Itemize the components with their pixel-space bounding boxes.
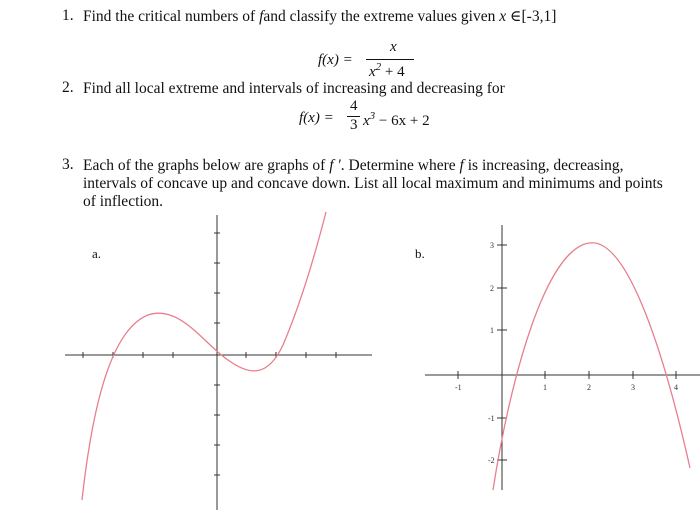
problem-1-x: x: [499, 8, 507, 25]
graph-b-ytick-neg1: -1: [488, 414, 495, 423]
problem-3-line1-lead: Each of the graphs below are graphs of: [83, 157, 326, 174]
graph-a-label: a.: [92, 246, 102, 261]
problem-2-term-exp: 3: [369, 110, 376, 122]
problem-3-fprime: f ′: [329, 157, 341, 174]
problem-3-line1-end: is increasing, decreasing,: [467, 157, 624, 174]
graph-b-x-axis: [425, 371, 700, 379]
graph-b-curve: [493, 243, 690, 490]
problem-1-den-exp: 2: [375, 61, 382, 73]
graph-b-xtick-4: 4: [674, 383, 678, 392]
graph-b-y-axis: [497, 225, 507, 490]
problem-2-text: Find all local extreme and intervals of increasing and decreasing for: [83, 80, 505, 97]
problem-1-f: f: [259, 8, 264, 25]
graph-b-xtick-neg1: -1: [455, 383, 462, 392]
problem-1-formula-numerator: x: [390, 39, 397, 55]
problem-2-number: 2.: [62, 79, 74, 96]
problem-3-line1-mid: . Determine where: [340, 157, 456, 174]
graph-b-ytick-neg2: -2: [488, 456, 495, 465]
problem-1-domain: ∈[-3,1]: [510, 8, 557, 25]
graph-b-ytick-3: 3: [490, 241, 494, 250]
problem-2-formula-lhs: f(x) =: [299, 110, 334, 126]
graph-b-xtick-1: 1: [543, 383, 547, 392]
graph-b-ytick-1: 1: [490, 326, 494, 335]
graph-b-label: b.: [415, 246, 425, 261]
graph-b-ytick-2: 2: [490, 284, 494, 293]
problem-3-line3: of inflection.: [83, 193, 164, 210]
problem-1-lead: Find the critical numbers of: [83, 8, 256, 25]
problem-1-den-rest: + 4: [384, 64, 405, 80]
problem-3-f: f: [459, 157, 464, 174]
problem-3-number: 3.: [62, 156, 74, 173]
problem-2-frac-den: 3: [350, 117, 358, 133]
problem-1-den-base: x: [369, 64, 376, 80]
problem-1-number: 1.: [62, 7, 74, 24]
problem-1-formula-lhs: f(x) =: [318, 52, 353, 68]
problem-2-term-base: x: [363, 113, 370, 129]
problem-2-rest: − 6x + 2: [378, 113, 430, 129]
graph-b-xtick-3: 3: [631, 383, 635, 392]
problem-3-line2: intervals of concave up and concave down. List all local maximum and minimums and points: [83, 175, 663, 192]
problem-1-mid: and classify the extreme values given: [263, 8, 496, 25]
graph-b-xtick-2: 2: [587, 383, 591, 392]
problem-2-frac-num: 4: [350, 98, 358, 114]
